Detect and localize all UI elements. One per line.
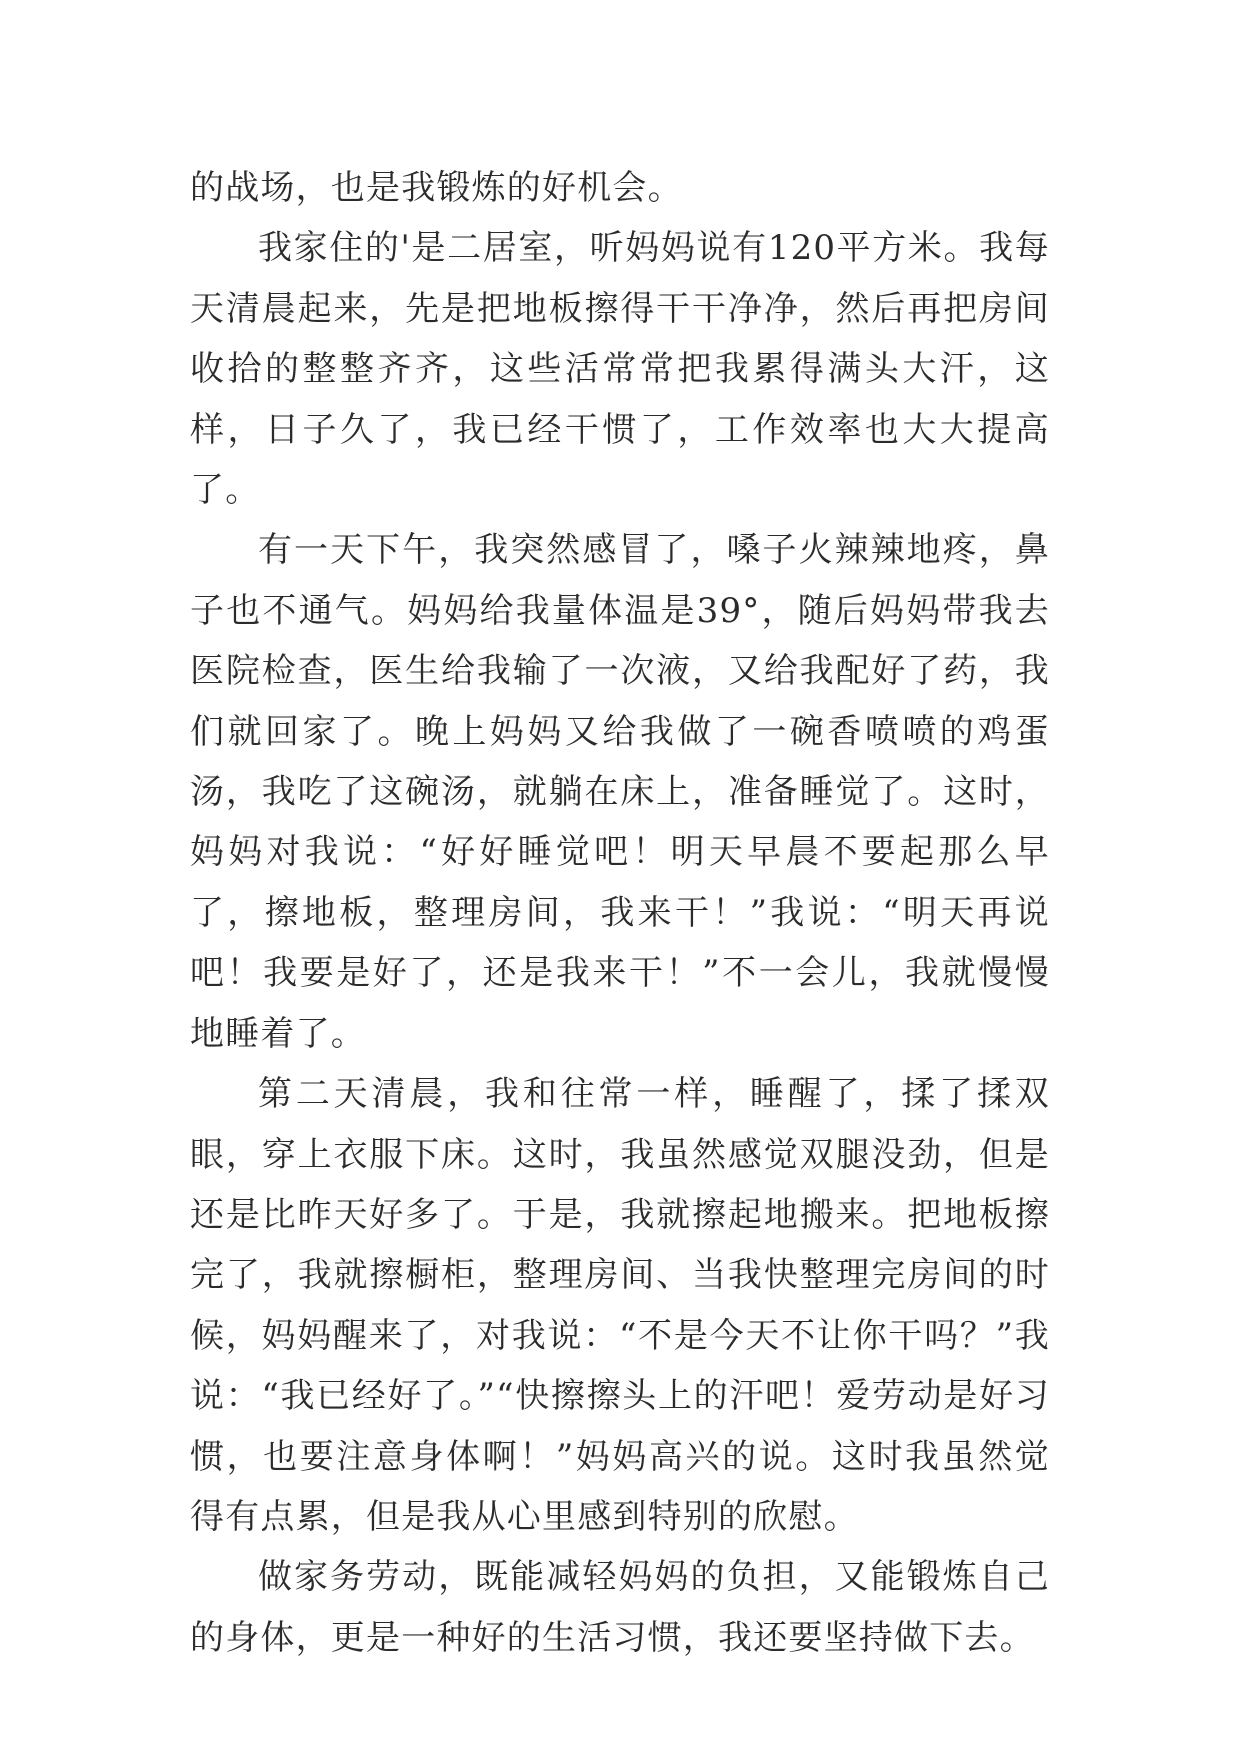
paragraph-next-morning: 第二天清晨，我和往常一样，睡醒了，揉了揉双眼，穿上衣服下床。这时，我虽然感觉双腿没劲，但是还是比昨天好多了。于是，我就擦起地搬来。把地板擦完了，我就擦橱柜，整理房间、当我快整理完房间的时候，妈妈醒来了，对我说：“不是今天不让你干吗？”我说：“我已经好了。”“快擦擦头上的汗吧！爱劳动是好习惯，也要注意身体啊！”妈妈高兴的说。这时我虽然觉得有点累，但是我从心里感到特别的欣慰。: [190, 1074, 1050, 1537]
paragraph-conclusion: 做家务劳动，既能减轻妈妈的负担，又能锻炼自己的身体，更是一种好的生活习惯，我还要坚持做下去。: [190, 1557, 1050, 1658]
paragraph-home-chores: 我家住的'是二居室，听妈妈说有120平方米。我每天清晨起来，先是把地板擦得干干净净，然后再把房间收拾的整整齐齐，这些活常常把我累得满头大汗，这样，日子久了，我已经干惯了，工作效率也大大提高了。: [190, 228, 1050, 511]
paragraph-continuation: 的战场，也是我锻炼的好机会。: [190, 168, 683, 208]
paragraph-got-sick: 有一天下午，我突然感冒了，嗓子火辣辣地疼，鼻子也不通气。妈妈给我量体温是39°，随后妈妈带我去医院检查，医生给我输了一次液，又给我配好了药，我们就回家了。晚上妈妈又给我做了一碗香喷喷的鸡蛋汤，我吃了这碗汤，就躺在床上，准备睡觉了。这时，妈妈对我说：“好好睡觉吧！明天早晨不要起那么早了，擦地板，整理房间，我来干！”我说：“明天再说吧！我要是好了，还是我来干！”不一会儿，我就慢慢地睡着了。: [190, 530, 1050, 1054]
document-body: [190, 158, 1050, 1668]
